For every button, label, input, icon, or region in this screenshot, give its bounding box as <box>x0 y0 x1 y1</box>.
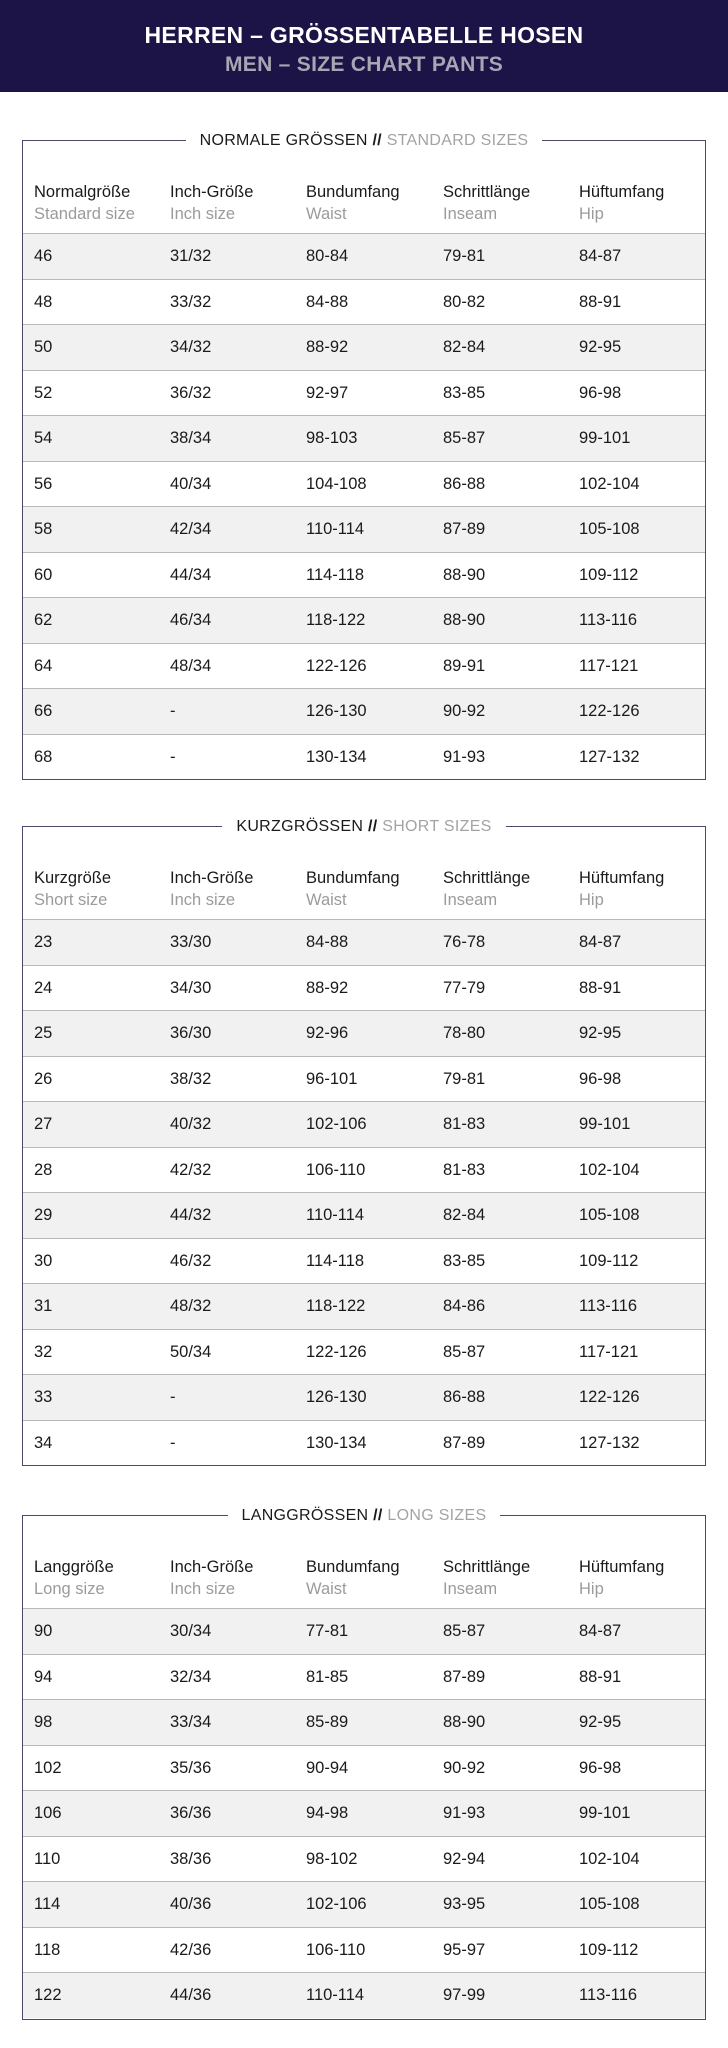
table-cell: 90 <box>34 1622 53 1640</box>
table-cell: 80-84 <box>306 247 349 265</box>
standard-sizes-section <box>22 132 706 780</box>
table-cell: 102-106 <box>306 1895 367 1913</box>
table-header <box>23 827 705 919</box>
table-cell: 77-79 <box>443 978 486 997</box>
table-cell: 33 <box>34 1388 53 1406</box>
table-cell: 85-87 <box>443 1342 486 1361</box>
table-cell: 93-95 <box>443 1895 486 1913</box>
table-row <box>23 1881 705 1927</box>
table-row <box>23 1927 705 1973</box>
table-cell: 33/30 <box>170 933 212 951</box>
table-cell: 127-132 <box>579 747 640 766</box>
table-cell: 118 <box>34 1940 61 1959</box>
table-row <box>23 461 705 507</box>
column-header <box>579 1556 664 1600</box>
table-cell: - <box>170 702 176 720</box>
column-header-en: Hip <box>579 205 604 223</box>
column-header-en: Waist <box>306 891 347 909</box>
table-cell: 38/32 <box>170 1069 212 1088</box>
table-cell: 118-122 <box>306 1297 366 1315</box>
column-header-de: Hüftumfang <box>579 1558 665 1576</box>
table-cell: 36/32 <box>170 383 212 402</box>
table-row <box>23 1101 705 1147</box>
table-cell: 122-126 <box>579 1388 640 1406</box>
table-cell: 82-84 <box>443 338 486 356</box>
table-cell: 105-108 <box>579 1206 640 1224</box>
table-cell: 91-93 <box>443 747 486 766</box>
column-header-de: Langgröße <box>34 1558 114 1576</box>
table-cell: 64 <box>34 656 53 675</box>
table-row <box>23 279 705 325</box>
table-cell: 92-96 <box>306 1024 349 1042</box>
column-header <box>170 867 253 911</box>
table-cell: 110 <box>34 1849 61 1868</box>
table-cell: 114-118 <box>306 565 365 584</box>
table-cell: 104-108 <box>306 474 367 493</box>
table-cell: 88-91 <box>579 292 622 311</box>
page-subtitle: MEN – SIZE CHART PANTS <box>224 53 504 76</box>
table-cell: 98 <box>34 1713 53 1731</box>
table-row <box>23 1192 705 1238</box>
column-header <box>306 181 400 225</box>
table-cell: 44/32 <box>170 1206 212 1224</box>
table-header <box>23 141 705 233</box>
column-header-en: Inseam <box>443 205 498 223</box>
column-header-de: Bundumfang <box>306 1558 400 1576</box>
table-body <box>23 233 705 779</box>
table-cell: 79-81 <box>443 1069 486 1088</box>
table-cell: 24 <box>34 978 53 997</box>
table-cell: 109-112 <box>579 1940 639 1959</box>
table-cell: 82-84 <box>443 1206 486 1224</box>
table-cell: 85-87 <box>443 1622 486 1640</box>
table-cell: 106-110 <box>306 1940 366 1959</box>
table-cell: 96-98 <box>579 1069 622 1088</box>
table-cell: 31 <box>34 1297 53 1315</box>
table-cell: 99-101 <box>579 429 631 447</box>
table-cell: 122-126 <box>306 656 367 675</box>
table-row <box>23 1147 705 1193</box>
column-header-en: Inseam <box>443 1580 498 1598</box>
table-cell: 48/34 <box>170 656 212 675</box>
table-cell: 42/32 <box>170 1160 212 1179</box>
table-cell: 126-130 <box>306 1388 367 1406</box>
table-row <box>23 1283 705 1329</box>
table-cell: 92-95 <box>579 1024 622 1042</box>
table-cell: 87-89 <box>443 520 486 538</box>
table-cell: 46/32 <box>170 1251 212 1270</box>
table-cell: 130-134 <box>306 747 367 766</box>
table-cell: 89-91 <box>443 656 486 675</box>
table-cell: 117-121 <box>579 1342 639 1361</box>
table-row <box>23 1420 705 1466</box>
table-cell: 97-99 <box>443 1986 486 2004</box>
table-cell: 113-116 <box>579 1297 638 1315</box>
table-cell: 88-91 <box>579 978 622 997</box>
table-cell: 122-126 <box>579 702 640 720</box>
column-header-de: Inch-Größe <box>170 1558 254 1576</box>
table-cell: 30 <box>34 1251 53 1270</box>
table-cell: 34/32 <box>170 338 212 356</box>
table-cell: 96-98 <box>579 1758 622 1777</box>
table-header <box>23 1516 705 1608</box>
table-cell: 31/32 <box>170 247 212 265</box>
section-heading-de: LANGGRÖSSEN <box>241 1507 369 1524</box>
page-title: HERREN – GRÖSSENTABELLE HOSEN <box>144 22 584 48</box>
table-cell: 44/34 <box>170 565 212 584</box>
table-cell: 86-88 <box>443 1388 486 1406</box>
table-cell: 98-103 <box>306 429 358 447</box>
table-cell: 87-89 <box>443 1667 486 1686</box>
header-banner <box>0 0 728 92</box>
table-cell: 94-98 <box>306 1804 349 1822</box>
table-cell: 33/32 <box>170 292 212 311</box>
table-row <box>23 965 705 1011</box>
table-cell: 114-118 <box>306 1251 365 1270</box>
section-heading-en: SHORT SIZES <box>382 818 492 835</box>
table-cell: 90-92 <box>443 1758 486 1777</box>
column-header-en: Hip <box>579 891 604 909</box>
table-cell: 52 <box>34 383 53 402</box>
column-header <box>170 1556 253 1600</box>
table-cell: 48 <box>34 292 53 311</box>
table-cell: 42/36 <box>170 1940 212 1959</box>
table-cell: 92-94 <box>443 1849 486 1868</box>
table-cell: 29 <box>34 1206 53 1224</box>
table-cell: 85-89 <box>306 1713 349 1731</box>
table-cell: 62 <box>34 611 53 629</box>
table-row <box>23 1238 705 1284</box>
table-cell: 58 <box>34 520 53 538</box>
table-cell: 42/34 <box>170 520 212 538</box>
column-header-en: Standard size <box>34 205 135 223</box>
table-row <box>23 1836 705 1882</box>
table-row <box>23 1608 705 1654</box>
column-header <box>579 867 664 911</box>
table-cell: 102-106 <box>306 1115 367 1133</box>
table-row <box>23 1329 705 1375</box>
table-row <box>23 643 705 689</box>
table-cell: 25 <box>34 1024 53 1042</box>
column-header-en: Inch size <box>170 205 236 223</box>
table-cell: 35/36 <box>170 1758 212 1777</box>
section-heading-separator: // <box>372 132 382 149</box>
table-row <box>23 233 705 279</box>
section-heading-en: STANDARD SIZES <box>386 132 529 149</box>
table-cell: 113-116 <box>579 1986 638 2004</box>
column-header <box>579 181 664 225</box>
table-cell: 50/34 <box>170 1342 212 1361</box>
section-heading-de: NORMALE GRÖSSEN <box>199 132 368 149</box>
table-cell: 91-93 <box>443 1804 486 1822</box>
table-cell: 84-87 <box>579 933 622 951</box>
table-cell: 102-104 <box>579 1849 640 1868</box>
column-header-de: Kurzgröße <box>34 869 112 887</box>
table-row <box>23 506 705 552</box>
table-cell: 84-87 <box>579 247 622 265</box>
table-cell: 92-95 <box>579 338 622 356</box>
table-cell: 102-104 <box>579 474 640 493</box>
table-cell: 68 <box>34 747 53 766</box>
table-cell: 99-101 <box>579 1115 631 1133</box>
table-row <box>23 919 705 965</box>
table-cell: 105-108 <box>579 1895 640 1913</box>
column-header-en: Long size <box>34 1580 105 1598</box>
table-row <box>23 734 705 780</box>
table-body <box>23 1608 705 2018</box>
table-row <box>23 597 705 643</box>
column-header <box>443 181 530 225</box>
table-cell: 122 <box>34 1986 62 2004</box>
table-cell: 34/30 <box>170 978 212 997</box>
table-cell: 87-89 <box>443 1433 486 1452</box>
table-cell: 48/32 <box>170 1297 212 1315</box>
table-cell: 38/34 <box>170 429 212 447</box>
column-header <box>34 1556 114 1600</box>
table-cell: 85-87 <box>443 429 486 447</box>
table-cell: 95-97 <box>443 1940 486 1959</box>
table-row <box>23 1972 705 2018</box>
table-cell: 34 <box>34 1433 53 1452</box>
column-header-de: Schrittlänge <box>443 183 531 201</box>
table-cell: 66 <box>34 702 53 720</box>
table-cell: 44/36 <box>170 1986 212 2004</box>
column-header <box>34 181 135 225</box>
column-header <box>443 867 530 911</box>
table-cell: 23 <box>34 933 53 951</box>
table-cell: 38/36 <box>170 1849 212 1868</box>
table-cell: 102 <box>34 1758 62 1777</box>
table-cell: 88-92 <box>306 338 349 356</box>
column-header-de: Schrittlänge <box>443 869 531 887</box>
table-cell: 36/36 <box>170 1804 212 1822</box>
table-cell: 88-90 <box>443 565 486 584</box>
table-cell: 110-114 <box>306 1986 365 2004</box>
column-header-en: Inch size <box>170 1580 236 1598</box>
table-cell: 106 <box>34 1804 62 1822</box>
table-cell: 99-101 <box>579 1804 631 1822</box>
column-header-de: Inch-Größe <box>170 183 254 201</box>
table-cell: 80-82 <box>443 292 486 311</box>
table-row <box>23 1745 705 1791</box>
table-cell: 36/30 <box>170 1024 212 1042</box>
table-row <box>23 1056 705 1102</box>
table-cell: - <box>170 747 176 766</box>
table-cell: 88-90 <box>443 1713 486 1731</box>
table-cell: 106-110 <box>306 1160 366 1179</box>
table-row <box>23 324 705 370</box>
table-cell: 32 <box>34 1342 53 1361</box>
section-heading-de: KURZGRÖSSEN <box>236 818 364 835</box>
section-heading-separator: // <box>373 1507 383 1524</box>
column-header <box>443 1556 530 1600</box>
table-body <box>23 919 705 1465</box>
table-cell: 122-126 <box>306 1342 367 1361</box>
table-cell: 40/34 <box>170 474 212 493</box>
column-header-de: Hüftumfang <box>579 869 665 887</box>
table-cell: 88-92 <box>306 978 349 997</box>
table-cell: 127-132 <box>579 1433 640 1452</box>
table-cell: 110-114 <box>306 520 365 538</box>
section-heading-separator: // <box>367 818 378 835</box>
table-cell: 96-98 <box>579 383 622 402</box>
table-row <box>23 370 705 416</box>
table-cell: 109-112 <box>579 565 639 584</box>
table-cell: 30/34 <box>170 1622 212 1640</box>
column-header-de: Hüftumfang <box>579 183 665 201</box>
column-header <box>306 867 400 911</box>
table-cell: 78-80 <box>443 1024 486 1042</box>
table-cell: 77-81 <box>306 1622 349 1640</box>
table-row <box>23 1699 705 1745</box>
table-cell: 60 <box>34 565 53 584</box>
table-cell: 56 <box>34 474 53 493</box>
table-cell: 88-91 <box>579 1667 622 1686</box>
table-row <box>23 1654 705 1700</box>
table-cell: 98-102 <box>306 1849 358 1868</box>
table-cell: 54 <box>34 429 53 447</box>
column-header-de: Bundumfang <box>306 183 400 201</box>
table-cell: 86-88 <box>443 474 486 493</box>
table-cell: 81-83 <box>443 1115 486 1133</box>
table-cell: 96-101 <box>306 1069 358 1088</box>
table-cell: 50 <box>34 338 53 356</box>
table-cell: 84-88 <box>306 933 349 951</box>
column-header-en: Waist <box>306 1580 347 1598</box>
table-row <box>23 552 705 598</box>
table-cell: 126-130 <box>306 702 367 720</box>
table-cell: 117-121 <box>579 656 639 675</box>
table-row <box>23 1374 705 1420</box>
section-heading-en: LONG SIZES <box>387 1507 487 1524</box>
table-cell: 79-81 <box>443 247 486 265</box>
table-cell: 81-85 <box>306 1667 349 1686</box>
column-header-de: Bundumfang <box>306 869 400 887</box>
table-row <box>23 415 705 461</box>
table-cell: 83-85 <box>443 383 486 402</box>
column-header-en: Short size <box>34 891 108 909</box>
table-cell: 92-95 <box>579 1713 622 1731</box>
column-header-de: Normalgröße <box>34 183 131 201</box>
table-cell: 83-85 <box>443 1251 486 1270</box>
table-cell: 130-134 <box>306 1433 367 1452</box>
table-cell: - <box>170 1388 176 1406</box>
table-cell: 90-94 <box>306 1758 349 1777</box>
table-row <box>23 1010 705 1056</box>
column-header-en: Inseam <box>443 891 498 909</box>
table-cell: 46/34 <box>170 611 212 629</box>
column-header-en: Inch size <box>170 891 236 909</box>
table-row <box>23 688 705 734</box>
column-header-de: Inch-Größe <box>170 869 254 887</box>
table-cell: 105-108 <box>579 520 640 538</box>
table-cell: 32/34 <box>170 1667 212 1686</box>
table-cell: 84-87 <box>579 1622 622 1640</box>
table-cell: 113-116 <box>579 611 638 629</box>
table-cell: 76-78 <box>443 933 486 951</box>
column-header <box>170 181 253 225</box>
table-cell: 84-86 <box>443 1297 486 1315</box>
table-cell: 33/34 <box>170 1713 212 1731</box>
table-cell: 46 <box>34 247 53 265</box>
column-header <box>34 867 111 911</box>
table-cell: 102-104 <box>579 1160 640 1179</box>
table-cell: 40/36 <box>170 1895 212 1913</box>
table-cell: 84-88 <box>306 292 349 311</box>
table-cell: 114 <box>34 1895 61 1913</box>
column-header-en: Hip <box>579 1580 604 1598</box>
table-cell: 92-97 <box>306 383 349 402</box>
table-cell: 118-122 <box>306 611 366 629</box>
table-row <box>23 1790 705 1836</box>
column-header-de: Schrittlänge <box>443 1558 531 1576</box>
table-cell: - <box>170 1433 176 1452</box>
short-sizes-section <box>22 818 706 1466</box>
table-cell: 28 <box>34 1160 53 1179</box>
table-cell: 90-92 <box>443 702 486 720</box>
table-cell: 110-114 <box>306 1206 365 1224</box>
column-header <box>306 1556 400 1600</box>
table-cell: 26 <box>34 1069 53 1088</box>
table-cell: 109-112 <box>579 1251 639 1270</box>
long-sizes-section <box>22 1507 706 2020</box>
column-header-en: Waist <box>306 205 347 223</box>
table-cell: 40/32 <box>170 1115 212 1133</box>
table-cell: 94 <box>34 1667 53 1686</box>
table-cell: 27 <box>34 1115 53 1133</box>
table-cell: 88-90 <box>443 611 486 629</box>
table-cell: 81-83 <box>443 1160 486 1179</box>
